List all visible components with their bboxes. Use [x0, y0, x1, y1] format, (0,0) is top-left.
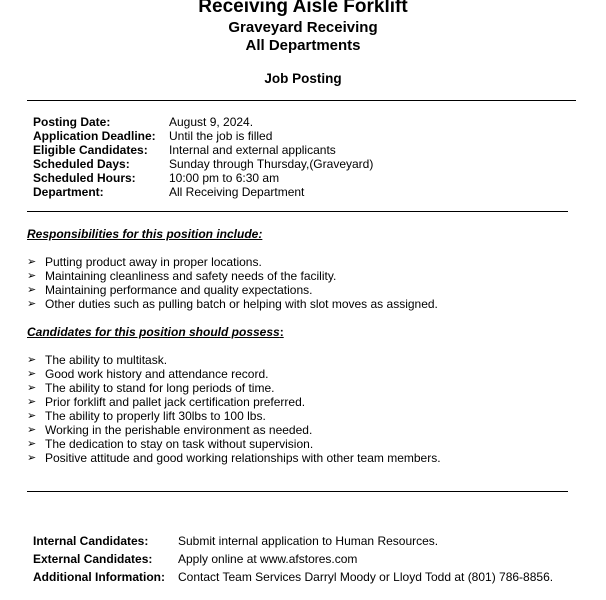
detail-label-deadline: Application Deadline: [33, 129, 156, 143]
responsibilities-list [27, 255, 438, 311]
list-item: ➢ The ability to properly lift 30lbs to 100 lbs. [27, 409, 266, 423]
bullet-arrow-icon: ➢ [27, 424, 37, 436]
footer-label-internal: Internal Candidates: [33, 534, 149, 548]
bottom-divider [27, 491, 568, 492]
bullet-arrow-icon: ➢ [27, 298, 37, 310]
list-item: ➢ Good work history and attendance record. [27, 367, 269, 381]
bullet-arrow-icon: ➢ [27, 396, 37, 408]
bullet-arrow-icon: ➢ [27, 410, 37, 422]
detail-value-posting-date: August 9, 2024. [169, 115, 254, 129]
detail-label-hours: Scheduled Hours: [33, 171, 136, 185]
footer-value-additional: Contact Team Services Darryl Moody or Lloyd Todd at (801) 786-8856. [178, 570, 554, 584]
bullet-arrow-icon: ➢ [27, 256, 37, 268]
bullet-arrow-icon: ➢ [27, 438, 37, 450]
list-item: ➢ Positive attitude and good working relationships with other team members. [27, 451, 441, 465]
posting-subtitle-shift: Graveyard Receiving [228, 19, 378, 36]
bullet-arrow-icon: ➢ [27, 368, 37, 380]
list-item: ➢ The ability to multitask. [27, 353, 168, 367]
footer-value-internal: Submit internal application to Human Resources. [178, 534, 439, 548]
detail-label-department: Department: [33, 185, 104, 199]
detail-label-posting-date: Posting Date: [33, 115, 111, 129]
posting-type-heading: Job Posting [264, 71, 342, 86]
list-item: ➢ Maintaining performance and quality expectations. [27, 283, 313, 297]
bullet-arrow-icon: ➢ [27, 284, 37, 296]
list-item: ➢ Maintaining cleanliness and safety needs of the facility. [27, 269, 337, 283]
list-item: ➢ The ability to stand for long periods of time. [27, 381, 275, 395]
top-divider [27, 100, 576, 101]
detail-value-deadline: Until the job is filled [169, 129, 273, 143]
qualifications-list [27, 353, 441, 465]
detail-label-eligible: Eligible Candidates: [33, 143, 148, 157]
detail-value-days: Sunday through Thursday,(Graveyard) [169, 157, 374, 171]
footer-label-external: External Candidates: [33, 552, 153, 566]
bullet-arrow-icon: ➢ [27, 270, 37, 282]
footer-label-additional: Additional Information: [33, 570, 165, 584]
detail-label-days: Scheduled Days: [33, 157, 130, 171]
posting-subtitle-departments: All Departments [245, 37, 361, 54]
bullet-arrow-icon: ➢ [27, 354, 37, 366]
qualifications-heading: Candidates for this position should possess: [27, 325, 284, 339]
detail-value-hours: 10:00 pm to 6:30 am [169, 171, 280, 185]
bullet-arrow-icon: ➢ [27, 452, 37, 464]
responsibilities-heading: Responsibilities for this position include: [27, 227, 263, 241]
detail-value-department: All Receiving Department [169, 185, 305, 199]
list-item: ➢ Putting product away in proper locations. [27, 255, 262, 269]
list-item: ➢ The dedication to stay on task without supervision. [27, 437, 314, 451]
detail-value-eligible: Internal and external applicants [169, 143, 336, 157]
posting-title: Receiving Aisle Forklift [198, 0, 408, 17]
list-item: ➢ Working in the perishable environment as needed. [27, 423, 313, 437]
list-item: ➢ Prior forklift and pallet jack certification preferred. [27, 395, 306, 409]
list-item: ➢ Other duties such as pulling batch or helping with slot moves as assigned. [27, 297, 438, 311]
details-divider [27, 211, 568, 212]
bullet-arrow-icon: ➢ [27, 382, 37, 394]
footer-value-external: Apply online at www.afstores.com [178, 552, 358, 566]
